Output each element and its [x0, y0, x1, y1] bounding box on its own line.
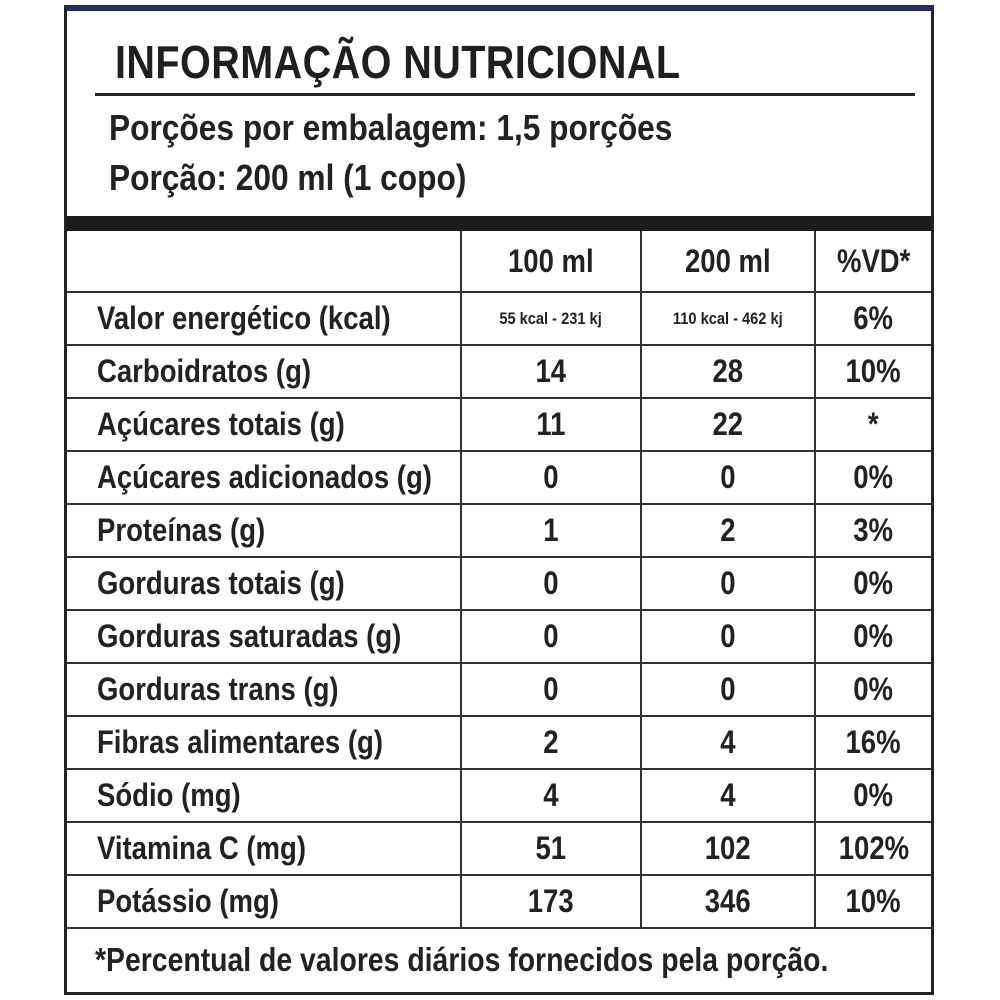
- value-100ml: 173: [461, 875, 641, 928]
- value-100ml: 11: [461, 398, 641, 451]
- serving-size: Porção: 200 ml (1 copo): [109, 157, 467, 198]
- nutrient-name: Gorduras trans (g): [67, 663, 461, 716]
- nutrient-name: Gorduras saturadas (g): [67, 610, 461, 663]
- thick-divider: [67, 216, 931, 231]
- header-daily-value: %VD*: [815, 231, 931, 292]
- value-dv: 16%: [815, 716, 931, 769]
- table-row: [67, 610, 931, 663]
- value-100ml: 4: [461, 769, 641, 822]
- value-dv: 0%: [815, 557, 931, 610]
- value-100ml: 0: [461, 557, 641, 610]
- nutrient-name: Sódio (mg): [67, 769, 461, 822]
- value-100ml: 14: [461, 345, 641, 398]
- table-row: [67, 875, 931, 928]
- value-200ml: 0: [641, 557, 815, 610]
- value-100ml: 55 kcal - 231 kj: [461, 292, 641, 345]
- value-100ml: 51: [461, 822, 641, 875]
- value-dv: 10%: [815, 875, 931, 928]
- table-row: [67, 663, 931, 716]
- value-200ml: 346: [641, 875, 815, 928]
- value-100ml: 1: [461, 504, 641, 557]
- header-200ml: 200 ml: [641, 231, 815, 292]
- value-200ml: 2: [641, 504, 815, 557]
- value-100ml: 2: [461, 716, 641, 769]
- value-200ml: 0: [641, 663, 815, 716]
- value-100ml: 0: [461, 610, 641, 663]
- table-header-row: [67, 231, 931, 292]
- value-dv: 0%: [815, 451, 931, 504]
- table-row: [67, 504, 931, 557]
- value-200ml: 0: [641, 451, 815, 504]
- value-dv: 3%: [815, 504, 931, 557]
- panel-title: INFORMAÇÃO NUTRICIONAL: [115, 36, 681, 88]
- table-row: [67, 769, 931, 822]
- nutrient-name: Vitamina C (mg): [67, 822, 461, 875]
- header-nutrient: [67, 231, 461, 292]
- nutrition-facts-panel: [64, 5, 934, 995]
- table-row: [67, 292, 931, 345]
- table-row: [67, 451, 931, 504]
- value-dv: 0%: [815, 663, 931, 716]
- footnote: *Percentual de valores diários fornecidos pela porção.: [95, 941, 829, 978]
- nutrient-name: Fibras alimentares (g): [67, 716, 461, 769]
- value-200ml: 102: [641, 822, 815, 875]
- table-row: [67, 716, 931, 769]
- servings-per-package: Porções por embalagem: 1,5 porções: [109, 107, 673, 148]
- value-100ml: 0: [461, 451, 641, 504]
- value-200ml: 0: [641, 610, 815, 663]
- value-200ml: 28: [641, 345, 815, 398]
- value-200ml: 22: [641, 398, 815, 451]
- value-dv: 6%: [815, 292, 931, 345]
- table-row: [67, 557, 931, 610]
- value-dv: *: [815, 398, 931, 451]
- nutrient-name: Potássio (mg): [67, 875, 461, 928]
- value-100ml: 0: [461, 663, 641, 716]
- value-dv: 0%: [815, 769, 931, 822]
- value-dv: 102%: [815, 822, 931, 875]
- nutrient-name: Açúcares totais (g): [67, 398, 461, 451]
- table-row: [67, 398, 931, 451]
- value-dv: 10%: [815, 345, 931, 398]
- table-row: [67, 822, 931, 875]
- header-100ml: 100 ml: [461, 231, 641, 292]
- title-divider: [95, 93, 915, 96]
- nutrient-name: Gorduras totais (g): [67, 557, 461, 610]
- value-200ml: 4: [641, 769, 815, 822]
- nutrition-table: [67, 231, 931, 929]
- value-dv: 0%: [815, 610, 931, 663]
- nutrient-name: Carboidratos (g): [67, 345, 461, 398]
- value-200ml: 110 kcal - 462 kj: [641, 292, 815, 345]
- nutrient-name: Valor energético (kcal): [67, 292, 461, 345]
- nutrient-name: Proteínas (g): [67, 504, 461, 557]
- table-row: [67, 345, 931, 398]
- value-200ml: 4: [641, 716, 815, 769]
- nutrient-name: Açúcares adicionados (g): [67, 451, 461, 504]
